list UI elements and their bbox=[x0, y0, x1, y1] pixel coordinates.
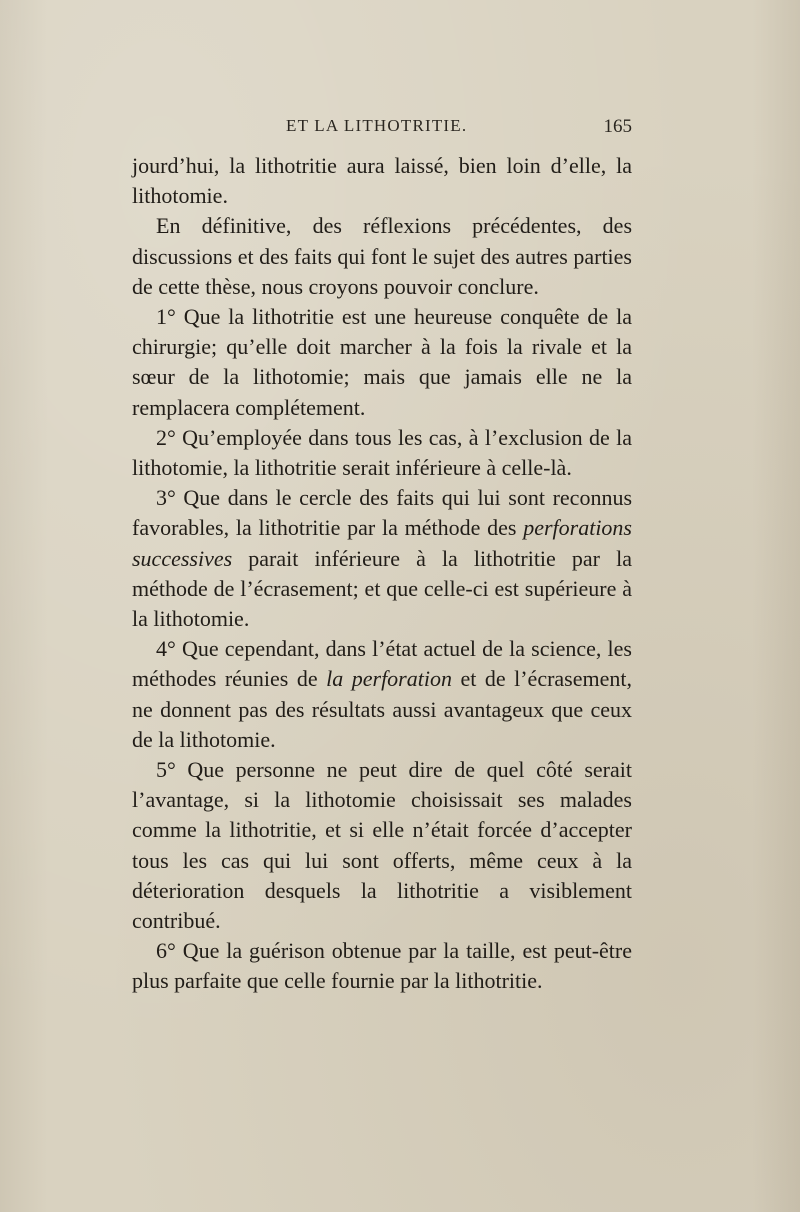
running-head bbox=[132, 116, 632, 140]
paragraph-item-5 bbox=[132, 755, 632, 936]
paragraph bbox=[132, 151, 632, 211]
text-segment: jourd’hui, la lithotritie aura laissé, bien loin d’elle, la lithotomie. bbox=[132, 153, 632, 209]
running-title: ET LA LITHOTRITIE. bbox=[286, 116, 468, 135]
paragraph-item-6 bbox=[132, 936, 632, 996]
text-segment: 6° Que la guérison obtenue par la taille, est peut-être plus parfaite que celle fournie par la lithotritie. bbox=[132, 938, 632, 994]
page-number: 165 bbox=[603, 116, 632, 137]
body-text bbox=[132, 151, 632, 997]
paragraph-item-4 bbox=[132, 634, 632, 755]
text-segment: 2° Qu’employée dans tous les cas, à l’exclusion de la lithotomie, la lithotritie serait inférieure à celle-là. bbox=[132, 424, 632, 481]
italic-term: la perforation bbox=[326, 666, 452, 692]
text-segment: En définitive, des réflexions précédentes, des discussions et des faits qui font le sujet des autres parties de cette thèse, nous croyons pouvoir conclure. bbox=[132, 213, 632, 299]
text-segment: 1° Que la lithotritie est une heureuse conquête de la chirurgie; qu’elle doit marcher à la fois la rivale et la sœur de la lithotomie; mais que jamais elle ne la remplacera complétement. bbox=[132, 304, 632, 420]
text-segment: 4° Que cependant, dans l’état actuel de la science, les méthodes réunies de bbox=[132, 636, 632, 692]
italic-term: perforations successives bbox=[132, 515, 632, 571]
paragraph-item-1 bbox=[132, 302, 632, 423]
paragraph-item-2 bbox=[132, 423, 632, 483]
text-segment: 5° Que personne ne peut dire de quel côté serait l’avantage, si la lithotomie choisissait ses malades comme la lithotritie, et si elle n’était forcée d’accepter tous les cas qui lui sont offerts, même ceux à la déterioration desquels la lithotritie a visiblement contribué. bbox=[132, 757, 632, 934]
text-segment: parait inférieure à la lithotritie par la méthode de l’écrasement; et que celle-ci est supérieure à la lithotomie. bbox=[132, 545, 632, 632]
paragraph-item-3 bbox=[132, 483, 632, 634]
text-segment: et de l’écrasement, ne donnent pas des résultats aussi avantageux que ceux de la lithotomie. bbox=[132, 666, 632, 752]
text-segment: 3° Que dans le cercle des faits qui lui sont reconnus favorables, la lithotritie par la méthode des bbox=[132, 485, 632, 541]
paragraph bbox=[132, 211, 632, 302]
